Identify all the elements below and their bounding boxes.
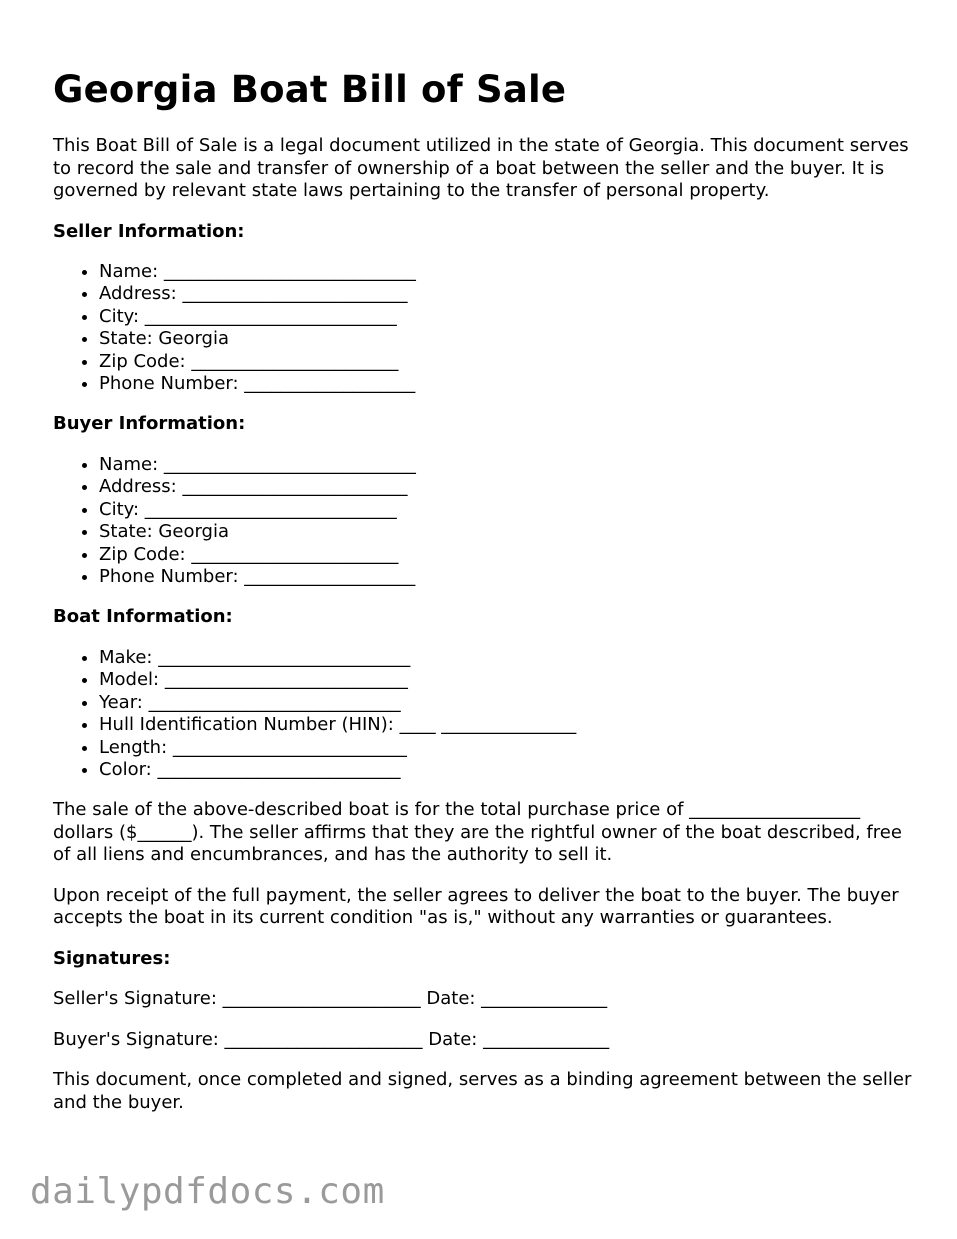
buyer-state-field: • State: Georgia xyxy=(99,521,923,543)
signatures-heading: Signatures: xyxy=(53,947,171,969)
boat-model-field: • Model: ___________________________ xyxy=(99,669,923,691)
seller-heading: Seller Information: xyxy=(53,220,245,242)
buyer-list xyxy=(53,454,923,588)
closing-paragraph: This document, once completed and signed, serves as a binding agreement between the seller and the buyer. xyxy=(53,1069,912,1113)
buyer-signature-line: Buyer's Signature: ______________________ Date: ______________ xyxy=(53,1028,610,1050)
boat-make-field: • Make: ____________________________ xyxy=(99,647,923,669)
seller-name-field: • Name: ____________________________ xyxy=(99,261,923,283)
buyer-name-field: • Name: ____________________________ xyxy=(99,454,923,476)
buyer-address-field: • Address: _________________________ xyxy=(99,476,923,498)
seller-signature-line: Seller's Signature: ______________________ Date: ______________ xyxy=(53,988,608,1010)
seller-address-field: • Address: _________________________ xyxy=(99,283,923,305)
buyer-heading: Buyer Information: xyxy=(53,413,246,435)
boat-color-field: • Color: ___________________________ xyxy=(99,759,923,781)
seller-phone-field: • Phone Number: ___________________ xyxy=(99,373,923,395)
buyer-phone-field: • Phone Number: ___________________ xyxy=(99,566,923,588)
boat-list xyxy=(53,647,923,781)
document-page xyxy=(53,64,923,1132)
intro-paragraph: This Boat Bill of Sale is a legal document utilized in the state of Georgia. This document serves to record the sale and transfer of ownership of a boat between the seller and the buyer. It is governed by relevant state laws pertaining to the transfer of personal property. xyxy=(53,135,909,201)
boat-length-field: • Length: __________________________ xyxy=(99,737,923,759)
document-title: Georgia Boat Bill of Sale xyxy=(53,68,567,111)
seller-zip-field: • Zip Code: _______________________ xyxy=(99,351,923,373)
seller-city-field: • City: ____________________________ xyxy=(99,306,923,328)
buyer-zip-field: • Zip Code: _______________________ xyxy=(99,544,923,566)
seller-list xyxy=(53,261,923,395)
buyer-city-field: • City: ____________________________ xyxy=(99,499,923,521)
price-paragraph: The sale of the above-described boat is for the total purchase price of ___________________ dollars ($______). The seller affirms that they are the rightful owner of the boat described, free of all liens and encumbrances, and has the authority to sell it. xyxy=(53,799,902,866)
boat-hin-field: • Hull Identification Number (HIN): ____ _______________ xyxy=(99,714,923,736)
seller-state-field: • State: Georgia xyxy=(99,328,923,350)
watermark-text: dailypdfdocs.com xyxy=(30,1171,385,1212)
delivery-paragraph: Upon receipt of the full payment, the seller agrees to deliver the boat to the buyer. The buyer accepts the boat in its current condition "as is," without any warranties or guarantees. xyxy=(53,884,899,929)
boat-year-field: • Year: ____________________________ xyxy=(99,692,923,714)
boat-heading: Boat Information: xyxy=(53,606,233,628)
